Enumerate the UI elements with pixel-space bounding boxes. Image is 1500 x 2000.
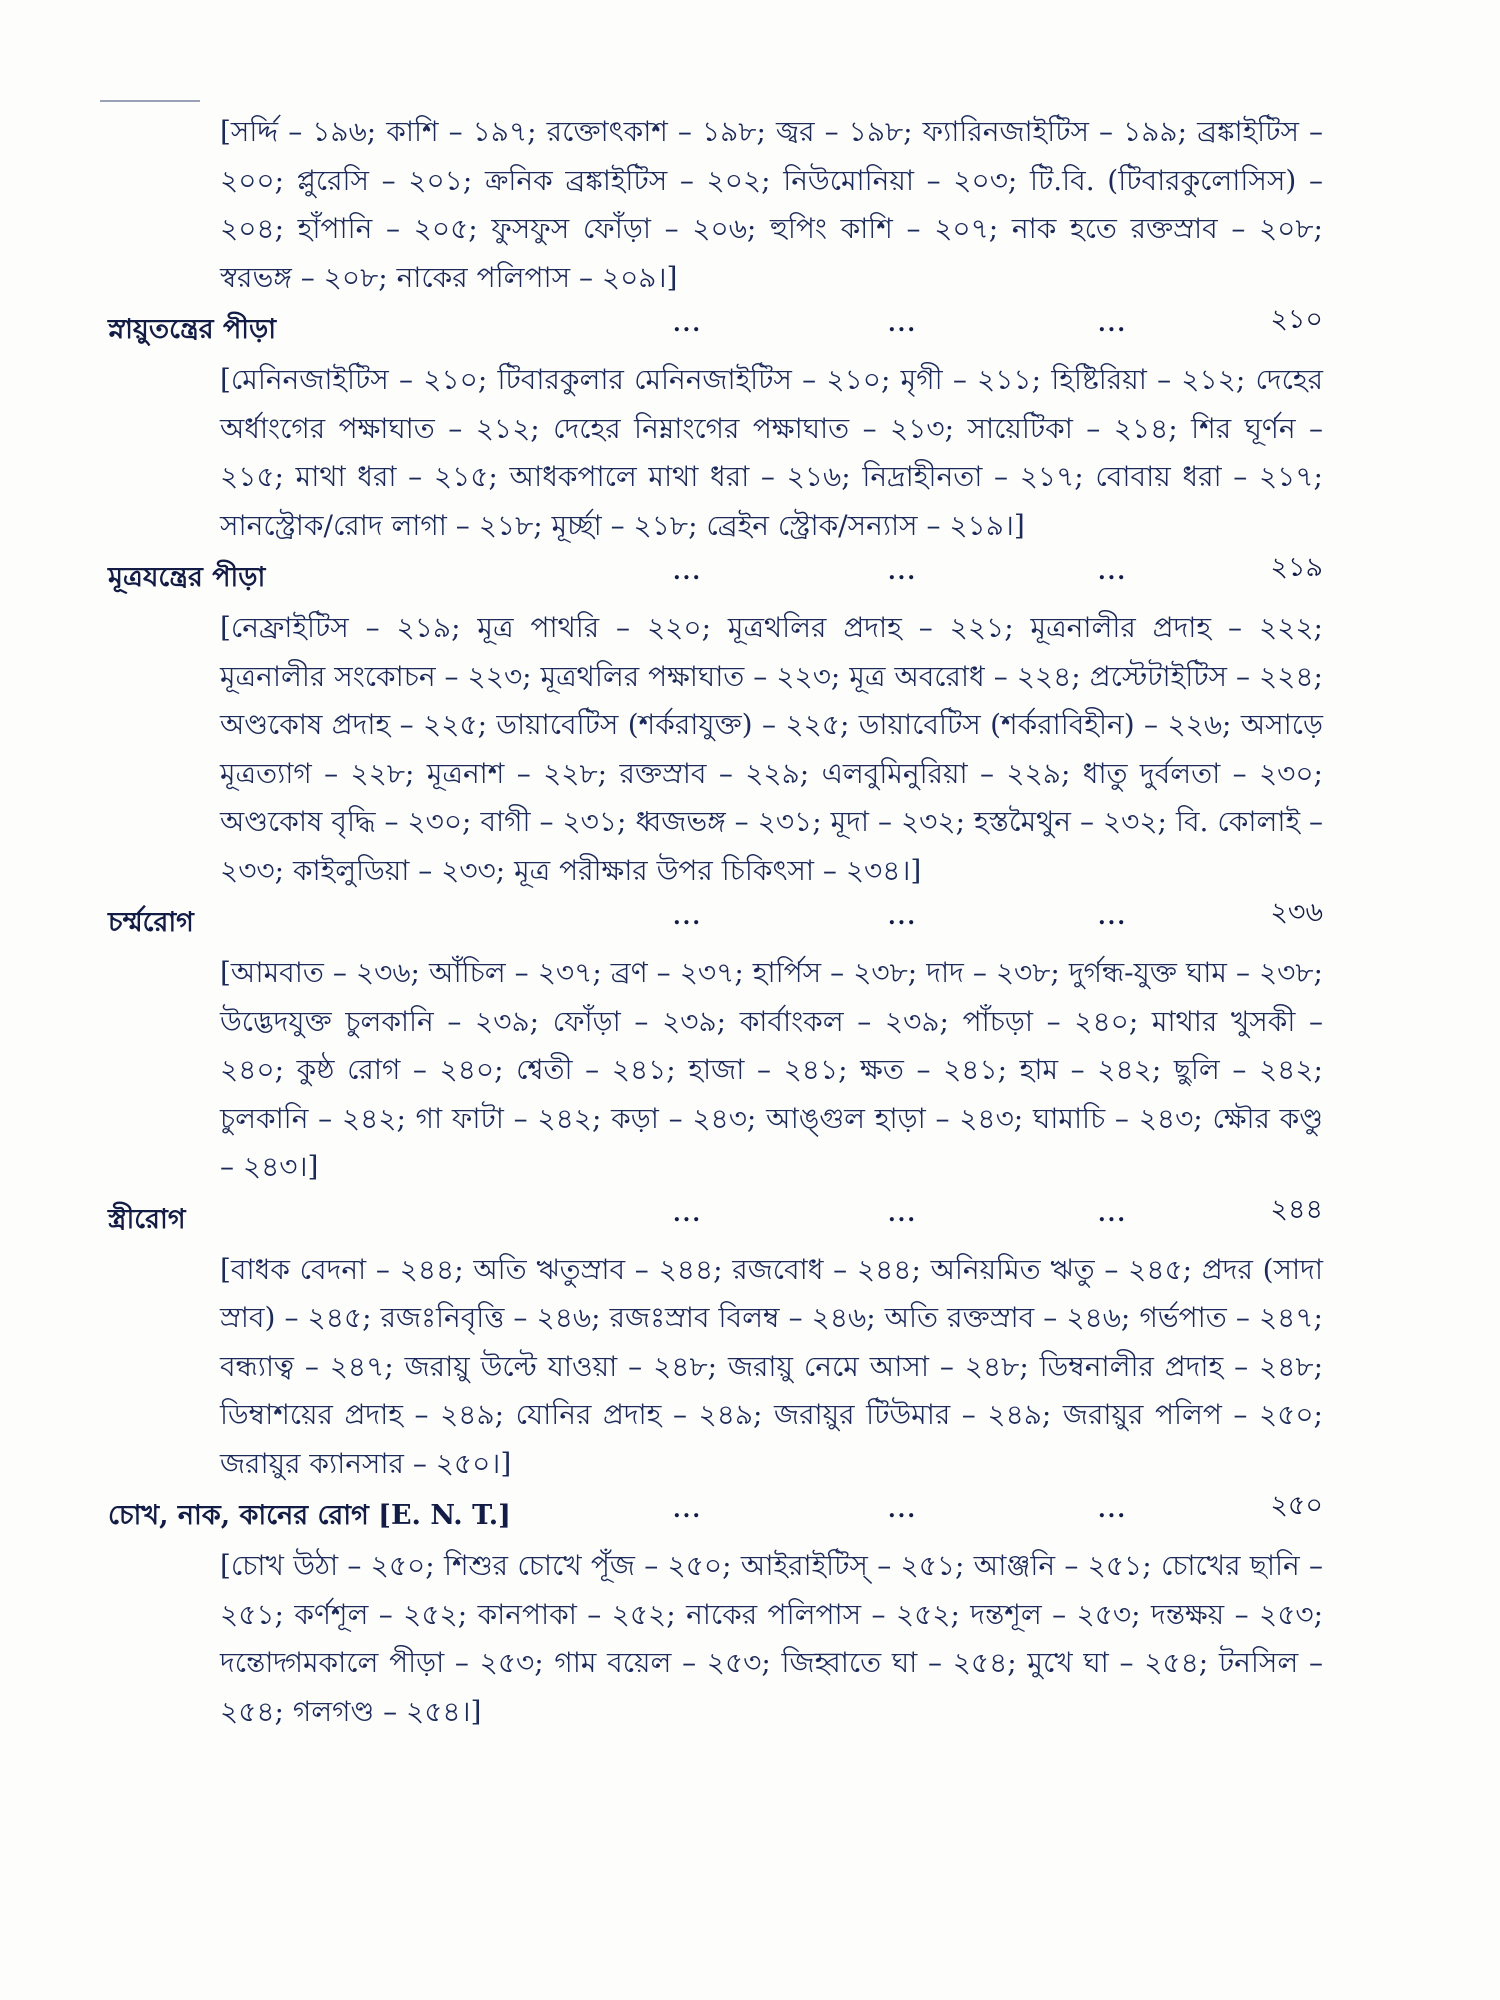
section-heading [108,552,1323,604]
section-page-number: ২৩৬ [1270,897,1323,928]
leader-dots: ... [673,1200,702,1227]
leader-dots: ... [888,1200,917,1227]
section-title: মূত্রযন্ত্রের পীড়া [108,562,266,593]
section-entries: [নেফ্রাইটিস – ২১৯; মূত্র পাথরি – ২২০; মূত্রথলির প্রদাহ – ২২১; মূত্রনালীর প্রদাহ – ২২২; মূত্রনালীর সংকোচন – ২২৩; মূত্রথলির পক্ষাঘাত – ২২৩; মূত্র অবরোধ – ২২৪; প্রস্টেটাইটিস – ২২৪; অণ্ডকোষ প্রদাহ – ২২৫; ডায়াবেটিস (শর্করাযুক্ত) – ২২৫; ডায়াবেটিস (শর্করাবিহীন) – ২২৬; অসাড়ে মূত্রত্যাগ – ২২৮; মূত্রনাশ – ২২৮; রক্তস্রাব – ২২৯; এলবুমিনুরিয়া – ২২৯; ধাতু দুর্বলতা – ২৩০; অণ্ডকোষ বৃদ্ধি – ২৩০; বাগী – ২৩১; ধ্বজভঙ্গ – ২৩১; মূদা – ২৩২; হস্তমৈথুন – ২৩২; বি. কোলাই – ২৩৩; কাইলুডিয়া – ২৩৩; মূত্র পরীক্ষার উপর চিকিৎসা – ২৩৪।] [220,611,1323,887]
leader-dots: ... [1098,904,1127,930]
section-respiratory-continued [108,108,1323,302]
index-content [108,108,1323,1738]
section-ent [108,1490,1323,1736]
section-entries: [বাধক বেদনা – ২৪৪; অতি ঋতুস্রাব – ২৪৪; রজবোধ – ২৪৪; অনিয়মিত ঋতু – ২৪৫; প্রদর (সাদা স্রাব) – ২৪৫; রজঃনিবৃত্তি – ২৪৬; রজঃস্রাব বিলম্ব – ২৪৬; অতি রক্তস্রাব – ২৪৬; গর্ভপাত – ২৪৭; বন্ধ্যাত্ব – ২৪৭; জরায়ু উল্টে যাওয়া – ২৪৮; জরায়ু নেমে আসা – ২৪৮; ডিম্বনালীর প্রদাহ – ২৪৮; ডিম্বাশয়ের প্রদাহ – ২৪৯; যোনির প্রদাহ – ২৪৯; জরায়ুর টিউমার – ২৪৯; জরায়ুর পলিপ – ২৫০; জরায়ুর ক্যানসার – ২৫০।] [220,1252,1323,1480]
leader-dots: ... [1098,1200,1127,1227]
section-page-number: ২১০ [1270,304,1323,335]
top-rule [100,100,200,102]
section-title: স্ত্রীরোগ [108,1203,186,1235]
section-entries: [চোখ উঠা – ২৫০; শিশুর চোখে পূঁজ – ২৫০; আইরাইটিস্ – ২৫১; আঞ্জনি – ২৫১; চোখের ছানি – ২৫১; কর্ণশূল – ২৫২; কানপাকা – ২৫২; নাকের পলিপাস – ২৫২; দন্তশূল – ২৫৩; দন্তক্ষয় – ২৫৩; দন্তোদ্গমকালে পীড়া – ২৫৩; গাম বয়েল – ২৫৩; জিহ্বাতে ঘা – ২৫৪; মুখে ঘা – ২৫৪; টনসিল – ২৫৪; গলগণ্ড – ২৫৪।] [220,1549,1323,1728]
section-heading [108,1490,1323,1542]
section-heading [108,304,1323,356]
section-title: স্নায়ুতন্ত্রের পীড়া [108,314,277,345]
leader-dots: ... [1098,559,1127,585]
section-page-number: ২৫০ [1270,1490,1323,1521]
section-entries: [সর্দ্দি – ১৯৬; কাশি – ১৯৭; রক্তোৎকাশ – ১৯৮; জ্বর – ১৯৮; ফ্যারিনজাইটিস – ১৯৯; ব্রঙ্কাইটিস – ২০০; প্লুরেসি – ২০১; ক্রনিক ব্রঙ্কাইটিস – ২০২; নিউমোনিয়া – ২০৩; টি.বি. (টিবারকুলোসিস) – ২০৪; হাঁপানি – ২০৫; ফুসফুস ফোঁড়া – ২০৬; হুপিং কাশি – ২০৭; নাক হতে রক্তস্রাব – ২০৮; স্বরভঙ্গ – ২০৮; নাকের পলিপাস – ২০৯।] [220,115,1323,294]
leader-dots: ... [888,1497,917,1523]
leader-dots: ... [673,311,702,337]
leader-dots: ... [1098,311,1127,337]
section-skin-disease [108,897,1323,1192]
section-entries: [মেনিনজাইটিস – ২১০; টিবারকুলার মেনিনজাইটিস – ২১০; মৃগী – ২১১; হিষ্টিরিয়া – ২১২; দেহের অর্ধাংগের পক্ষাঘাত – ২১২; দেহের নিম্নাংগের পক্ষাঘাত – ২১৩; সায়েটিকা – ২১৪; শির ঘূর্ণন – ২১৫; মাথা ধরা – ২১৫; আধকপালে মাথা ধরা – ২১৬; নিদ্রাহীনতা – ২১৭; বোবায় ধরা – ২১৭; সানস্ট্রোক/রোদ লাগা – ২১৮; মূর্চ্ছা – ২১৮; ব্রেইন স্ট্রোক/সন্যাস – ২১৯।] [220,363,1323,542]
section-title: চোখ, নাক, কানের রোগ [E. N. T.] [108,1500,511,1531]
section-nervous-system [108,304,1323,550]
section-heading [108,897,1323,949]
leader-dots: ... [673,904,702,930]
section-page-number: ২৪৪ [1270,1193,1323,1225]
leader-dots: ... [888,559,917,585]
section-page-number: ২১৯ [1270,552,1323,583]
leader-dots: ... [888,311,917,337]
leader-dots: ... [1098,1497,1127,1523]
leader-dots: ... [673,1497,702,1523]
leader-dots: ... [888,904,917,930]
section-title: চর্ম্মরোগ [108,907,194,938]
section-urinary-system [108,552,1323,895]
section-entries: [আমবাত – ২৩৬; আঁচিল – ২৩৭; ব্রণ – ২৩৭; হার্পিস – ২৩৮; দাদ – ২৩৮; দুর্গন্ধ-যুক্ত ঘাম – ২৩৮; উদ্ভেদযুক্ত চুলকানি – ২৩৯; ফোঁড়া – ২৩৯; কার্বাংকল – ২৩৯; পাঁচড়া – ২৪০; মাথার খুসকী – ২৪০; কুষ্ঠ রোগ – ২৪০; শ্বেতী – ২৪১; হাজা – ২৪১; ক্ষত – ২৪১; হাম – ২৪২; ছুলি – ২৪২; চুলকানি – ২৪২; গা ফাটা – ২৪২; কড়া – ২৪৩; আঙ্গুল হাড়া – ২৪৩; ঘামাচি – ২৪৩; ক্ষৌর কণ্ডু – ২৪৩।] [220,956,1323,1183]
section-heading [108,1194,1323,1246]
section-gynecology [108,1194,1323,1489]
leader-dots: ... [673,559,702,585]
